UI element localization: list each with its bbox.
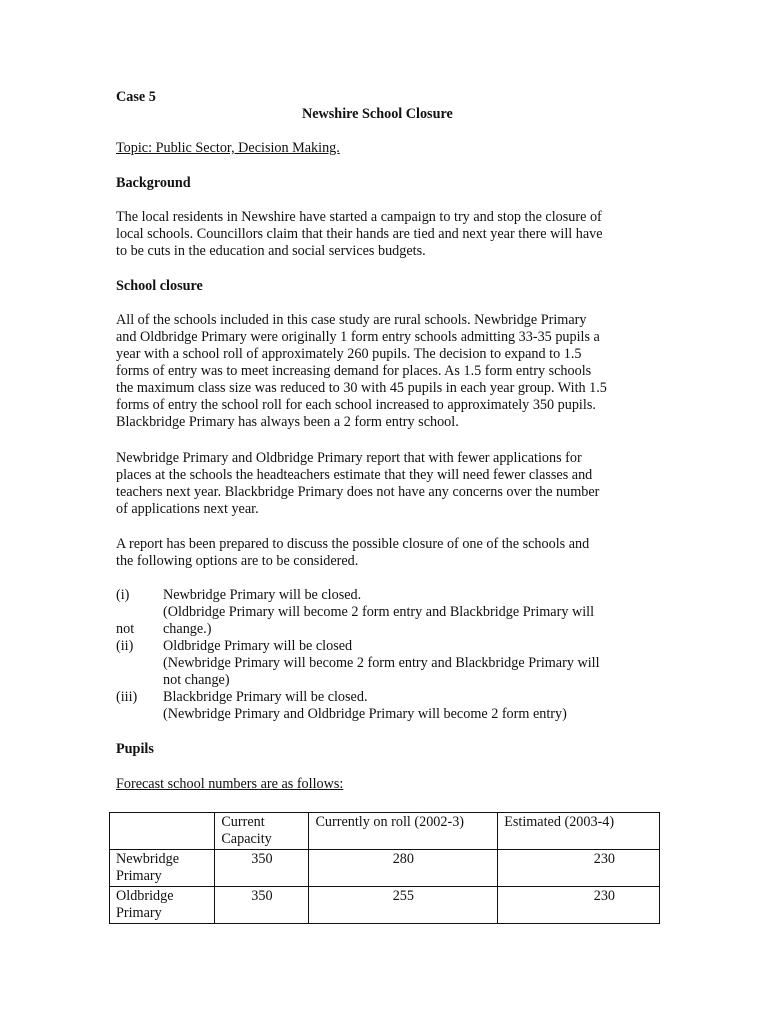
school-name-line: Primary xyxy=(116,905,162,921)
text-line: Newbridge Primary and Oldbridge Primary report that with fewer applications for xyxy=(116,450,582,466)
pupils-heading: Pupils xyxy=(116,741,154,757)
option-text: (Newbridge Primary will become 2 form entry and Blackbridge Primary will xyxy=(163,655,600,671)
text-line: the maximum class size was reduced to 30 with 45 pupils in each year group. With 1.5 xyxy=(116,380,607,396)
header-line: Current xyxy=(221,814,265,830)
school-closure-paragraph-1 xyxy=(116,312,656,431)
option-text: Oldbridge Primary will be closed xyxy=(163,638,353,654)
text-line: places at the schools the headteachers estimate that they will need fewer classes and xyxy=(116,467,593,483)
text-line: forms of entry was to meet increasing demand for places. As 1.5 form entry schools xyxy=(116,363,592,379)
table-header-cell xyxy=(110,813,215,850)
school-name-line: Primary xyxy=(116,868,162,884)
school-name-cell xyxy=(110,887,215,924)
school-name-line: Newbridge xyxy=(116,851,180,867)
case-label: Case 5 xyxy=(116,89,156,105)
forecast-table xyxy=(109,812,660,924)
option-text: Newbridge Primary will be closed. xyxy=(163,587,362,603)
table-header-cell xyxy=(215,813,309,850)
option-text: not change) xyxy=(163,672,230,688)
option-text: Blackbridge Primary will be closed. xyxy=(163,689,368,705)
option-text: change.) xyxy=(163,621,212,637)
option-number: (iii) xyxy=(116,689,138,705)
school-closure-heading: School closure xyxy=(116,278,203,294)
text-line: local schools. Councillors claim that their hands are tied and next year there will have xyxy=(116,226,603,242)
table-row xyxy=(110,887,660,924)
option-wrap-word: not xyxy=(116,621,135,637)
on-roll-cell: 280 xyxy=(309,850,498,887)
text-line: Blackbridge Primary has always been a 2 form entry school. xyxy=(116,414,459,430)
text-line: of applications next year. xyxy=(116,501,259,517)
text-line: and Oldbridge Primary were originally 1 form entry schools admitting 33-35 pupils a xyxy=(116,329,600,345)
table-header-cell: Estimated (2003-4) xyxy=(498,813,660,850)
background-heading: Background xyxy=(116,175,191,191)
capacity-cell: 350 xyxy=(215,850,309,887)
table-header-row xyxy=(110,813,660,850)
school-name-cell xyxy=(110,850,215,887)
text-line: the following options are to be considered. xyxy=(116,553,359,569)
estimated-cell: 230 xyxy=(498,850,660,887)
header-line: Capacity xyxy=(221,831,272,847)
background-paragraph xyxy=(116,209,656,260)
table-header-cell: Currently on roll (2002-3) xyxy=(309,813,498,850)
estimated-cell: 230 xyxy=(498,887,660,924)
forecast-intro: Forecast school numbers are as follows: xyxy=(116,776,344,792)
option-text: (Newbridge Primary and Oldbridge Primary will become 2 form entry) xyxy=(163,706,567,722)
on-roll-cell: 255 xyxy=(309,887,498,924)
option-number: (i) xyxy=(116,587,130,603)
text-line: The local residents in Newshire have started a campaign to try and stop the closure of xyxy=(116,209,602,225)
text-line: A report has been prepared to discuss the possible closure of one of the schools and xyxy=(116,536,590,552)
text-line: All of the schools included in this case study are rural schools. Newbridge Primary xyxy=(116,312,587,328)
text-line: forms of entry the school roll for each school increased to approximately 350 pupils. xyxy=(116,397,596,413)
text-line: teachers next year. Blackbridge Primary does not have any concerns over the number xyxy=(116,484,600,500)
school-name-line: Oldbridge xyxy=(116,888,174,904)
school-closure-paragraph-2 xyxy=(116,450,656,518)
option-number: (ii) xyxy=(116,638,134,654)
capacity-cell: 350 xyxy=(215,887,309,924)
table-row xyxy=(110,850,660,887)
document-title: Newshire School Closure xyxy=(302,106,453,122)
text-line: year with a school roll of approximately 260 pupils. The decision to expand to 1.5 xyxy=(116,346,582,362)
school-closure-paragraph-3 xyxy=(116,536,656,570)
topic-line: Topic: Public Sector, Decision Making. xyxy=(116,140,340,156)
option-text: (Oldbridge Primary will become 2 form entry and Blackbridge Primary will xyxy=(163,604,595,620)
text-line: to be cuts in the education and social services budgets. xyxy=(116,243,426,259)
